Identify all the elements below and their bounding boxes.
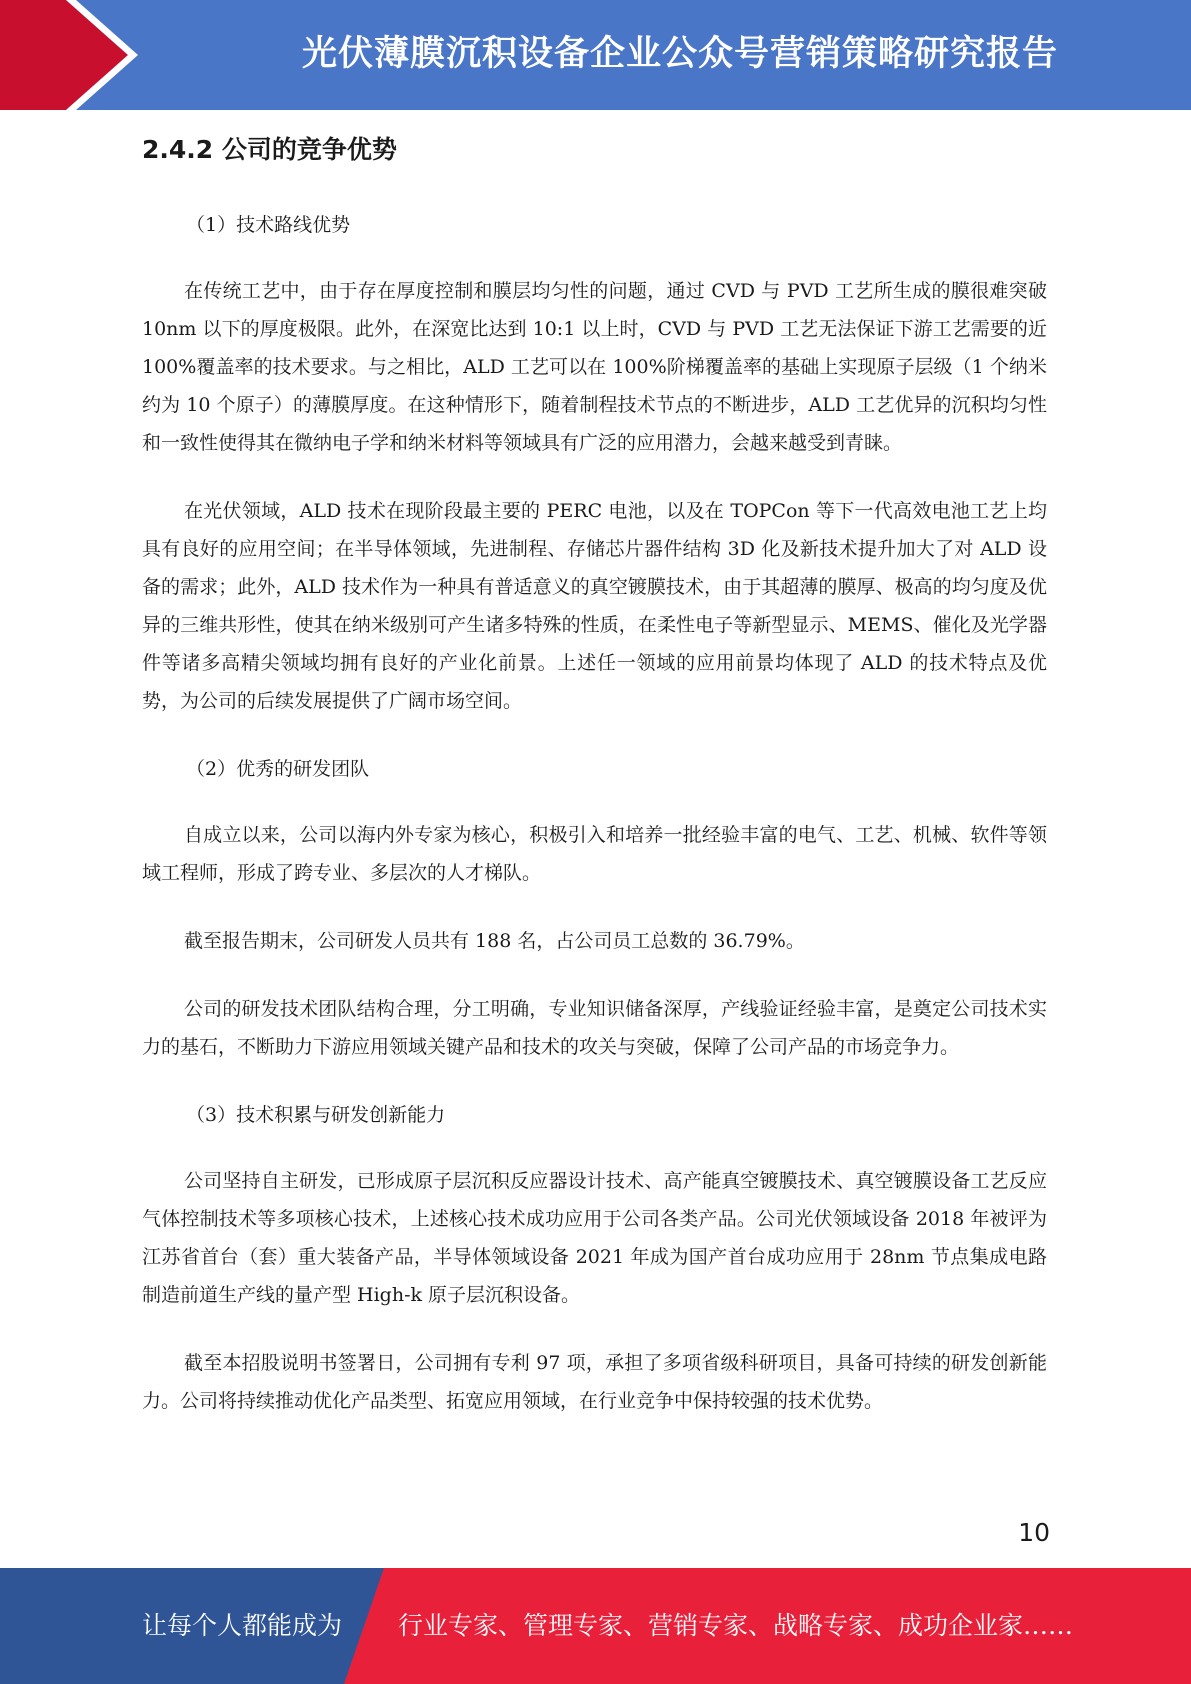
paragraph: 自成立以来，公司以海内外专家为核心，积极引入和培养一批经验丰富的电气、工艺、机械、软件等领域工程师，形成了跨专业、多层次的人才梯队。 — [142, 824, 1047, 884]
paragraph: 截至报告期末，公司研发人员共有 188 名，占公司员工总数的 36.79%。 — [184, 930, 805, 952]
paragraph: 截至本招股说明书签署日，公司拥有专利 97 项，承担了多项省级科研项目，具备可持续的研发创新能力。公司将持续推动优化产品类型、拓宽应用领域，在行业竞争中保持较强的技术优势。 — [142, 1352, 1047, 1412]
footer-banner — [0, 1568, 1191, 1684]
paragraph: 公司的研发技术团队结构合理，分工明确，专业知识储备深厚，产线验证经验丰富，是奠定公司技术实力的基石，不断助力下游应用领域关键产品和技术的攻关与突破，保障了公司产品的市场竞争力。 — [142, 998, 1047, 1058]
subsection-title: （2）优秀的研发团队 — [186, 758, 370, 780]
paragraph: 在传统工艺中，由于存在厚度控制和膜层均匀性的问题，通过 CVD 与 PVD 工艺所生成的膜很难突破 10nm 以下的厚度极限。此外，在深宽比达到 10:1 以上时，CVD 与 PVD 工艺无法保证下游工艺需要的近 100%覆盖率的技术要求。与之相比，ALD 工艺可以在 100%阶梯覆盖率的基础上实现原子层级（1 个纳米约为 10 个原子）的薄膜厚度。在这种情形下，随着制程技术节点的不断进步，ALD 工艺优异的沉积均匀性和一致性使得其在微纳电子学和纳米材料等领域具有广泛的应用潜力，会越来越受到青睐。 — [142, 280, 1047, 454]
footer-slogan-right: 行业专家、管理专家、营销专家、战略专家、成功企业家…… — [398, 1611, 1074, 1640]
paragraph: 在光伏领域，ALD 技术在现阶段最主要的 PERC 电池，以及在 TOPCon 等下一代高效电池工艺上均具有良好的应用空间；在半导体领域，先进制程、存储芯片器件结构 3D 化及新技术提升加大了对 ALD 设备的需求；此外，ALD 技术作为一种具有普适意义的真空镀膜技术，由于其超薄的膜厚、极高的均匀度及优异的三维共形性，使其在纳米级别可产生诸多特殊的性质，在柔性电子等新型显示、MEMS、催化及光学器件等诸多高精尖领域均拥有良好的产业化前景。上述任一领域的应用前景均体现了 ALD 的技术特点及优势，为公司的后续发展提供了广阔市场空间。 — [142, 500, 1047, 712]
header-banner — [0, 0, 1191, 110]
report-title: 光伏薄膜沉积设备企业公众号营销策略研究报告 — [301, 34, 1058, 74]
subsection-title: （3）技术积累与研发创新能力 — [186, 1104, 446, 1126]
header-arrow-decoration — [0, 0, 160, 110]
footer-slogan-left: 让每个人都能成为 — [142, 1611, 343, 1640]
main-content — [142, 130, 1047, 1450]
subsection-title: （1）技术路线优势 — [186, 214, 351, 236]
page-number: 10 — [1018, 1518, 1050, 1547]
paragraph: 公司坚持自主研发，已形成原子层沉积反应器设计技术、高产能真空镀膜技术、真空镀膜设备工艺反应气体控制技术等多项核心技术，上述核心技术成功应用于公司各类产品。公司光伏领域设备 2018 年被评为江苏省首台（套）重大装备产品，半导体领域设备 2021 年成为国产首台成功应用于 28nm 节点集成电路制造前道生产线的量产型 High-k 原子层沉积设备。 — [142, 1170, 1047, 1306]
section-heading: 2.4.2 公司的竞争优势 — [142, 135, 397, 164]
